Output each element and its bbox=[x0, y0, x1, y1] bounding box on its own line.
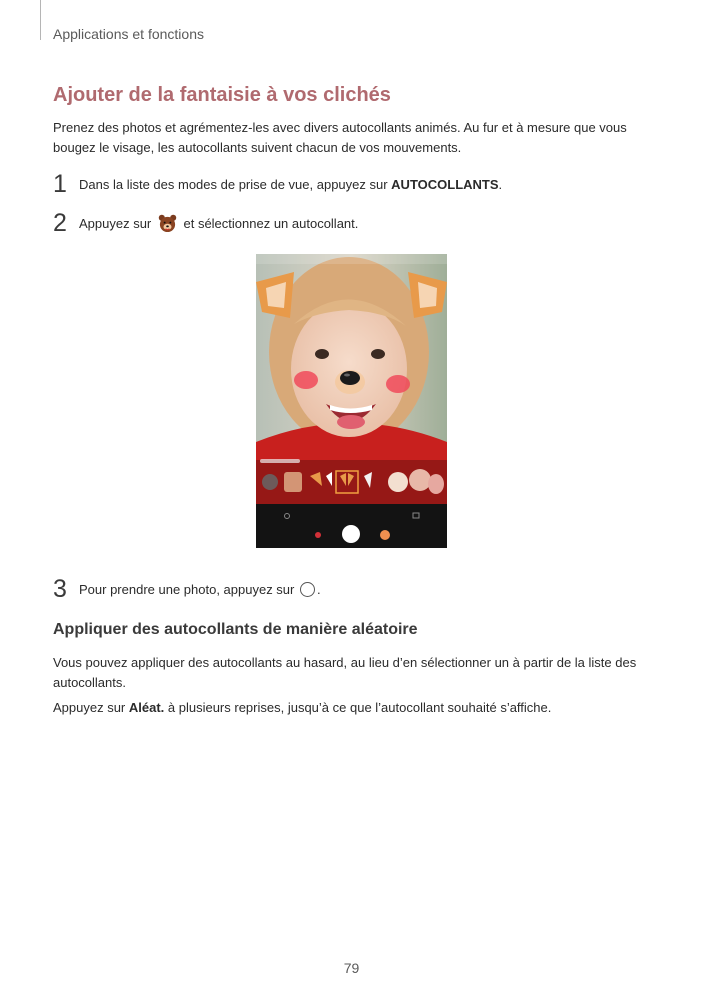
effects-icon bbox=[380, 530, 390, 540]
step-text bbox=[79, 582, 321, 597]
intro-paragraph: Prenez des photos et agrémentez-les avec divers autocollants animés. Au fur et à mesure que vous bougez le visage, les autocollants suivent chacun de vos mouvements. bbox=[53, 120, 627, 155]
subsection-paragraph-1: Vous pouvez appliquer des autocollants au hasard, au lieu d’en sélectionner un à partir de la liste des autocollants. bbox=[53, 655, 637, 690]
subsection-paragraph-2 bbox=[53, 698, 653, 718]
step-3 bbox=[53, 577, 321, 602]
record-icon bbox=[315, 532, 321, 538]
step-text-part: Pour prendre une photo, appuyez sur bbox=[79, 582, 298, 597]
para-text-part: à plusieurs reprises, jusqu’à ce que l’autocollant souhaité s’affiche. bbox=[164, 700, 552, 715]
step-text-part: . bbox=[316, 582, 321, 597]
step-text-part: Appuyez sur bbox=[79, 216, 155, 231]
step-keyword: AUTOCOLLANTS bbox=[391, 177, 499, 192]
step-number: 1 bbox=[53, 170, 67, 198]
step-number: 3 bbox=[53, 575, 67, 603]
camera-screenshot bbox=[256, 254, 447, 548]
step-text-part: Dans la liste des modes de prise de vue, appuyez sur bbox=[79, 177, 392, 192]
para-text-part: Appuyez sur bbox=[53, 700, 129, 715]
margin-rule bbox=[40, 0, 41, 40]
step-text-part: . bbox=[498, 177, 503, 192]
para-keyword: Aléat. bbox=[128, 700, 165, 715]
step-2 bbox=[53, 211, 358, 236]
step-1 bbox=[53, 172, 502, 197]
camera-preview bbox=[256, 254, 447, 548]
step-text bbox=[79, 177, 502, 192]
step-text-part: et sélectionnez un autocollant. bbox=[179, 216, 359, 231]
sticker-none-icon bbox=[262, 474, 278, 490]
shutter-button bbox=[342, 525, 360, 543]
bear-sticker-icon bbox=[158, 214, 177, 233]
subsection-title: Appliquer des autocollants de manière aléatoire bbox=[53, 621, 418, 638]
page-number: 79 bbox=[343, 960, 360, 976]
step-number: 2 bbox=[53, 209, 67, 237]
section-header: Applications et fonctions bbox=[53, 26, 204, 42]
shutter-icon bbox=[300, 582, 315, 597]
step-text bbox=[79, 214, 358, 233]
page-title: Ajouter de la fantaisie à vos clichés bbox=[53, 84, 391, 106]
